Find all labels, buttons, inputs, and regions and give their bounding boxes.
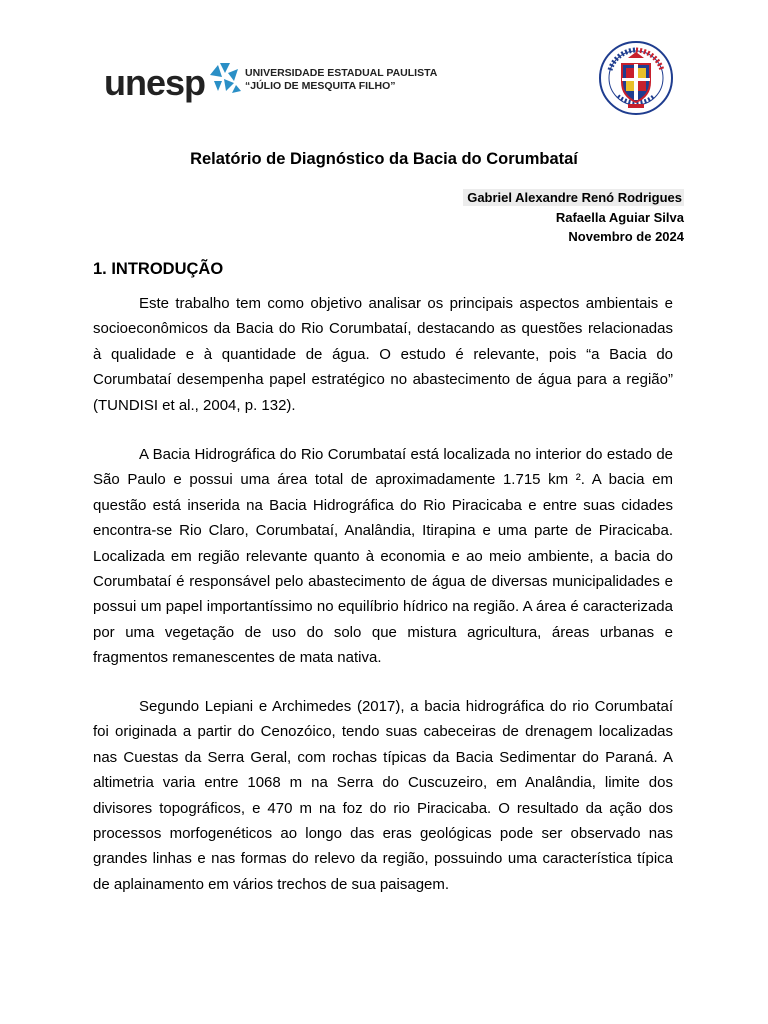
report-title: Relatório de Diagnóstico da Bacia do Corumbataí [190,150,578,168]
author-block [463,188,684,247]
author-name-2: Rafaella Aguiar Silva [555,209,684,225]
paragraph-3-text: Segundo Lepiani e Archimedes (2017), a bacia hidrográfica do rio Corumbataí foi originada a partir do Cenozóico, tendo suas cabeceiras de drenagem localizadas nas Cuestas da Serra Geral, com rochas típicas da Bacia Sedimentar do Paraná. A altimetria varia entre 1068 m na Serra do Cuscuzeiro, em Analândia, limite dos divisores topográficos, e 470 m na foz do rio Piracicaba. O resultado da ação dos processos morfogenéticos ao longo das eras geológicas pode ser observado nas grandes linhas e nas formas do relevo da região, possuindo uma característica típica de aplainamento em vários trechos de sua paisagem. [93,698,673,893]
paragraph-3 [93,694,673,897]
page-header [0,0,768,120]
paragraph-2-text: A Bacia Hidrográfica do Rio Corumbataí está localizada no interior do estado de São Paulo e possui uma área total de aproximadamente 1.715 km ². A bacia em questão está inserida na Bacia Hidrográfica do Rio Piracicaba e entre suas cidades encontra-se Rio Claro, Corumbataí, Analândia, Itirapina e uma parte de Piracicaba. Localizada em região relevante quanto à economia e ao meio ambiente, a bacia do Corumbataí é responsável pelo abastecimento de água de diversas municipalidades e possui um papel importantíssimo no equilíbrio hídrico na região. A área é caracterizada por uma vegetação de uso do solo que mistura agricultura, áreas urbanas e fragmentos remanescentes de mata nativa. [93,446,673,667]
author-name-1: Gabriel Alexandre Renó Rodrigues [463,189,684,206]
report-date: Novembro de 2024 [568,229,684,244]
paragraph-1 [93,291,673,418]
university-name-line2: “JÚLIO DE MESQUITA FILHO” [245,80,396,92]
unesp-triangles-icon [208,61,242,95]
university-name [245,67,437,93]
unesp-logo-word: unesp [104,62,206,103]
section-heading-introduction: 1. INTRODUÇÃO [93,260,224,278]
university-name-line1: UNIVERSIDADE ESTADUAL PAULISTA [245,67,438,79]
paragraph-2 [93,442,673,671]
institute-seal-icon [598,40,674,116]
paragraph-1-text: Este trabalho tem como objetivo analisar os principais aspectos ambientais e socioeconômicos da Bacia do Rio Corumbataí, destacando as questões relacionadas à qualidade e à quantidade de água. O estudo é relevante, pois “a Bacia do Corumbataí desempenha papel estratégico no abastecimento de água para a região” (TUNDISI et al., 2004, p. 132). [93,295,673,414]
